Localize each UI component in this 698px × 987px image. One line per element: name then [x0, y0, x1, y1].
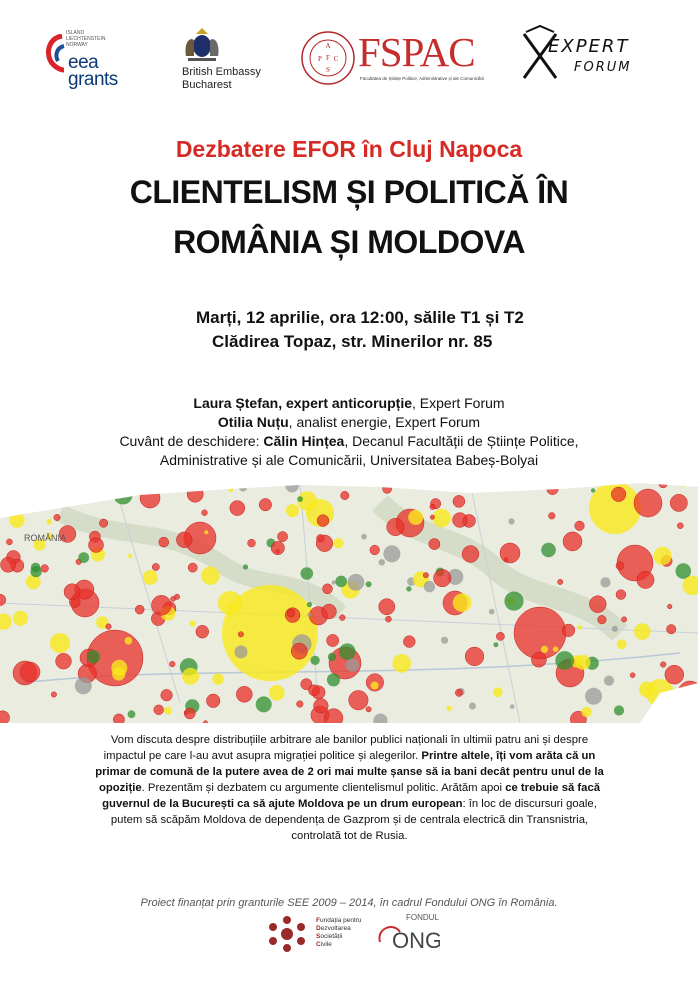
map-circle-red [56, 653, 72, 669]
map-circle-red [314, 699, 329, 714]
fondul-top-text: FONDUL [406, 913, 439, 922]
map-circle-red [259, 499, 271, 511]
map-circle-red [152, 595, 172, 615]
map-circle-red [630, 673, 635, 678]
eea-small-text: ISLAND LIECHTENSTEIN NORWAY [66, 30, 106, 48]
british-embassy-text: British Embassy Bucharest [182, 66, 261, 91]
map-circle-red [159, 537, 169, 547]
map-circle-green [335, 576, 347, 588]
map-circle-green [614, 705, 624, 715]
map-circle-red [152, 563, 159, 570]
map-circle-red [203, 721, 207, 723]
map-circle-yellow [50, 633, 70, 653]
map-circle-red [278, 532, 288, 542]
opening-speaker: Cuvânt de deschidere: Călin Hințea, Decanul Facultății de Științe Politice, [119, 433, 579, 449]
map-circle-red [670, 494, 687, 511]
fondul-ong-logo [370, 912, 440, 952]
map-circle-yellow [617, 639, 627, 649]
map-circle-green [555, 651, 574, 670]
speakers-block [0, 394, 698, 470]
map-circle-gray [379, 559, 385, 565]
map-circle-yellow [639, 682, 655, 698]
map-circle-red [64, 584, 80, 600]
map-circle-red [387, 518, 404, 535]
funding-note: Proiect finanțat prin granturile SEE 2009 – 2014, în cadrul Fondului ONG în România. [140, 897, 558, 909]
map-circle-red [465, 647, 484, 666]
map-circle-gray [383, 545, 400, 562]
title-line-1: CLIENTELISM ȘI POLITICĂ ÎN [129, 174, 569, 210]
map-circle-gray [600, 577, 610, 587]
event-description: Vom discuta despre distribuțiile arbitrare ale banilor publici naționali în ultimii patru ani și despre impactul pe care l-au avut asupra migrației politice și alegerilor. Printre altele, îți vom arăta că un primar de comună de la putere avea de 2 ori mai multe șanse să ia bani decât pentru unul de la opoziție. Prezentăm și dezbatem cu argumente clientelismul politic. Arătăm apoi ce trebuie să facă guvernul de la București ca să ajute Moldova pe un drum european: în loc de discursuri goale, putem să scăpăm Moldova de dependența de Gazprom și de centrala electrică din Transnistria, controlată tot de Rusia. [95, 734, 604, 842]
svg-text:F: F [326, 54, 330, 62]
map-circle-red [385, 616, 391, 622]
map-circle-red [366, 707, 371, 712]
map-circle-red [634, 489, 662, 517]
map-circle-gray [348, 574, 365, 591]
map-circle-red [531, 652, 546, 667]
map-circle-gray [441, 637, 448, 644]
map-circle-yellow [124, 637, 132, 645]
map-circle-red [430, 515, 434, 519]
map-circle-red [379, 599, 395, 615]
map-circle-gray [612, 626, 618, 632]
map-circle-red [248, 539, 256, 547]
map-circle-yellow [392, 654, 411, 673]
map-circle-red [20, 662, 40, 682]
fspac-seal-icon [300, 30, 356, 86]
map-circle-gray [239, 483, 247, 491]
map-circle-red [598, 615, 607, 624]
map-circle-red [549, 513, 556, 520]
map-circle-gray [604, 676, 614, 686]
fspac-subtitle: Facultatea de Științe Politice, Administrative și ale Comunicării [360, 76, 485, 81]
map-circle-red [504, 558, 508, 562]
map-circle-red [113, 714, 124, 723]
map-circle-gray [346, 658, 359, 671]
map-circle-red [323, 584, 333, 594]
map-circle-green [78, 552, 89, 563]
fdsc-logo [264, 914, 374, 954]
map-circle-red [196, 625, 209, 638]
map-circle-gray [585, 688, 602, 705]
map-circle-yellow [634, 623, 651, 640]
map-circle-red [637, 571, 654, 588]
map-circle-yellow [182, 668, 199, 685]
map-circle-green [31, 563, 41, 573]
svg-text:P: P [318, 55, 322, 63]
expert-forum-line1: EXPERT [548, 36, 630, 57]
map-circle-red [667, 604, 672, 609]
map-circle-red [317, 534, 325, 542]
map-circle-green [297, 496, 303, 502]
map-circle-green [504, 592, 523, 611]
map-circle-red [514, 607, 566, 659]
map-circle-gray [307, 613, 311, 617]
map-circle-gray [510, 704, 515, 709]
map-circle-gray [235, 645, 248, 658]
map-circle-gray [424, 581, 435, 592]
map-circle-red [236, 686, 252, 702]
map-circle-green [108, 483, 125, 492]
map-circle-red [667, 625, 676, 634]
event-location: Clădirea Topaz, str. Minerilor nr. 85 [212, 332, 493, 351]
map-circle-red [575, 521, 585, 531]
map-circle-red [678, 715, 686, 723]
map-circle-red [453, 495, 465, 507]
map-circle-red [170, 661, 176, 667]
map-circle-red [51, 692, 56, 697]
speaker-1: Laura Ștefan, expert anticorupție, Expert Forum [193, 395, 505, 411]
map-circle-red [135, 605, 144, 614]
fdsc-emblem-icon [264, 914, 310, 954]
map-circle-green [307, 602, 312, 607]
map-circle-red [6, 539, 12, 545]
fondul-ong-mark [370, 912, 440, 952]
map-circle-yellow [201, 567, 219, 585]
royal-crest-icon [180, 26, 224, 64]
map-circle-red [322, 604, 337, 619]
fondul-big-text: ONG [392, 928, 440, 952]
map-circle-yellow [371, 682, 379, 690]
map-circle-red [99, 519, 107, 527]
map-circle-yellow [576, 655, 591, 670]
map-circle-yellow [432, 509, 451, 528]
map-circle-yellow [226, 603, 231, 608]
map-circle-yellow [286, 504, 299, 517]
map-circle-green [327, 673, 340, 686]
map-circle-red [106, 624, 112, 630]
map-circle-red [665, 665, 684, 684]
map-circle-gray [85, 483, 101, 494]
map-circle-red [489, 484, 495, 490]
svg-text:C: C [333, 55, 339, 63]
map-circle-yellow [333, 538, 343, 548]
svg-text:S: S [326, 66, 330, 74]
map-circle-red [430, 504, 435, 509]
eea-grants-logo [44, 28, 154, 88]
map-circle-red [462, 546, 479, 563]
map-circle-gray [508, 518, 514, 524]
map-circle-red [434, 569, 451, 586]
map-circle-green [256, 696, 272, 712]
map-circle-yellow [164, 707, 172, 715]
event-subtitle: Dezbatere EFOR în Cluj Napoca [175, 136, 523, 162]
map-circle-green [339, 643, 356, 660]
fspac-wordmark: FSPAC [358, 29, 475, 75]
map-circle-red [202, 510, 208, 516]
map-circle-red [383, 484, 392, 493]
map-circle-red [140, 488, 160, 508]
map-circle-green [328, 653, 336, 661]
speaker-2: Otilia Nuțu, analist energie, Expert Forum [217, 414, 481, 430]
map-circle-red [672, 694, 680, 702]
svg-text:A: A [325, 42, 331, 50]
romania-funding-map [0, 483, 698, 723]
map-circle-red [41, 565, 49, 573]
map-circle-yellow [128, 554, 132, 558]
map-circle-red [206, 694, 220, 708]
expert-forum-logo [520, 20, 640, 90]
map-circle-yellow [408, 510, 423, 525]
map-circle-yellow [111, 660, 127, 676]
map-circle-red [339, 615, 345, 621]
map-circle-red [341, 491, 349, 499]
map-circle-yellow [46, 519, 52, 525]
map-circle-yellow [446, 706, 451, 711]
map-circle-red [547, 483, 559, 495]
map-circle-green [128, 710, 136, 718]
map-circle-red [616, 562, 624, 570]
map-circle-gray [469, 703, 476, 710]
map-circle-red [154, 705, 164, 715]
map-circle-red [287, 609, 295, 617]
map-circle-gray [489, 609, 495, 615]
map-circle-gray [361, 534, 367, 540]
map-circle-red [500, 543, 520, 563]
map-circle-yellow [13, 611, 28, 626]
map-circle-red [115, 489, 120, 494]
map-circle-red [297, 701, 304, 708]
map-circle-green [366, 581, 372, 587]
map-circle-green [541, 543, 556, 558]
british-embassy-logo [170, 24, 270, 94]
map-circle-green [87, 650, 100, 663]
map-circle-red [423, 573, 428, 578]
opening-speaker-affiliation: Administrative și ale Comunicării, Universitatea Babeș-Bolyai [159, 452, 539, 468]
map-circle-red [616, 590, 626, 600]
title-line-2: ROMÂNIA ȘI MOLDOVA [173, 224, 525, 260]
map-circle-red [1, 557, 16, 572]
map-circle-red [496, 632, 504, 640]
map-circle-green [243, 564, 248, 569]
map-circle-red [563, 532, 582, 551]
map-circle-yellow [541, 646, 548, 653]
map-circle-red [89, 538, 104, 553]
map-circle-yellow [190, 620, 196, 626]
map-circle-red [558, 579, 563, 584]
map-circle-red [184, 708, 195, 719]
map-circle-yellow [143, 570, 158, 585]
map-circle-red [327, 634, 339, 646]
map-circle-red [562, 624, 575, 637]
map-circle-yellow [581, 707, 591, 717]
eea-word: eea grants [68, 52, 118, 90]
expert-forum-line2: FORUM [574, 60, 632, 75]
map-circle-red [455, 483, 459, 487]
map-circle-red [589, 596, 606, 613]
map-circle-yellow [9, 512, 24, 527]
map-circle-gray [75, 677, 92, 694]
map-circle-yellow [269, 685, 285, 701]
map-circle-red [349, 691, 368, 710]
map-circle-red [677, 523, 683, 529]
map-circle-yellow [228, 487, 233, 492]
map-label-romania: ROMÂNIA [24, 533, 67, 543]
map-circle-green [114, 486, 133, 505]
map-circle-green [310, 656, 319, 665]
map-circle-green [406, 586, 411, 591]
map-circle-green [301, 567, 314, 580]
map-circle-red [621, 617, 626, 622]
map-circle-yellow [578, 625, 582, 629]
map-circle-red [453, 513, 468, 528]
map-circle-yellow [654, 547, 672, 565]
map-circle-yellow [553, 646, 559, 652]
map-circle-red [403, 636, 415, 648]
map-circle-red [161, 689, 173, 701]
map-circle-red [660, 662, 666, 668]
map-circle-yellow [218, 591, 242, 615]
map-circle-green [493, 642, 498, 647]
map-circle-red [455, 689, 462, 696]
map-circle-red [188, 563, 197, 572]
map-circle-yellow [493, 688, 503, 698]
map-circle-red [187, 486, 203, 502]
map-circle-red [611, 487, 626, 502]
map-circle-red [429, 539, 440, 550]
map-circle-red [309, 685, 320, 696]
eea-logo-icon [44, 34, 66, 74]
map-circle-red [54, 514, 60, 520]
map-circle-red [370, 545, 380, 555]
map-circle-red [171, 596, 176, 601]
map-circle-yellow [464, 483, 471, 487]
map-circle-yellow [212, 673, 223, 684]
map-circle-red [271, 541, 284, 554]
fspac-logo [300, 24, 500, 94]
map-circle-green [591, 488, 595, 492]
map-circle-red [230, 501, 245, 516]
map-circle-yellow [453, 593, 472, 612]
map-circle-red [317, 515, 329, 527]
map-circle-red [176, 532, 192, 548]
map-circle-yellow [204, 530, 208, 534]
event-date-time: Marți, 12 aprilie, ora 12:00, sălile T1 și T2 [196, 308, 524, 327]
map-circle-red [238, 632, 243, 637]
map-circle-red [291, 643, 307, 659]
fdsc-text: Fundația pentru Dezvoltarea Societății Civile [316, 917, 362, 948]
map-circle-gray [332, 580, 336, 584]
